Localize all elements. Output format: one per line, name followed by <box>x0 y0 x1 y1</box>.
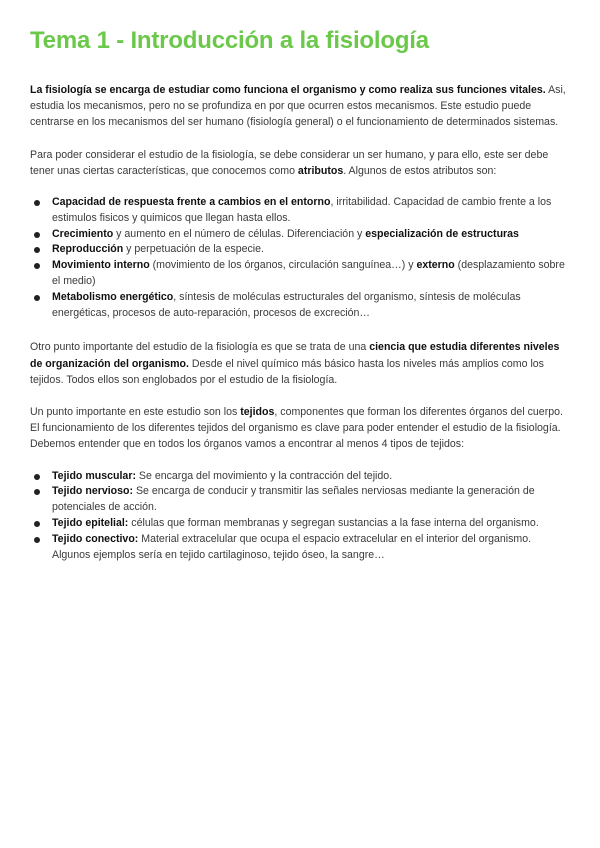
bullet-icon <box>34 232 40 238</box>
list-item-term: Capacidad de respuesta frente a cambios en el entorno <box>52 196 331 209</box>
list-item-term: Movimiento interno <box>52 259 150 272</box>
list-item-text: , síntesis de moléculas estructurales del organismo, síntesis de moléculas energéticas, procesos de auto-reparación, procesos de excreción… <box>52 290 521 319</box>
list-item-term: Reproducción <box>52 243 124 256</box>
list-item-text: , irritabilidad. Capacidad de cambio frente a los estimulos fisicos y quimicos que llegan hasta ellos. <box>52 196 552 224</box>
list-item <box>30 242 570 258</box>
intro-definition: La fisiología se encarga de estudiar como funciona el organismo y como realiza sus funciones vitales. <box>30 84 546 96</box>
attributes-text-1: Para poder considerar el estudio de la fisiología, se debe considerar un ser humano, y para ello, este ser debe tener unas ciertas características, que conocemos como <box>30 148 549 177</box>
list-item <box>30 532 570 564</box>
list-item <box>30 227 570 243</box>
list-item <box>30 469 570 485</box>
list-item-text: Se encarga de conducir y transmitir las señales nerviosas mediante la generación de potenciales de acción. <box>52 485 535 514</box>
list-item-term-2: externo <box>416 259 455 272</box>
tissues-keyword: tejidos <box>240 406 275 418</box>
bullet-icon <box>34 521 40 527</box>
attributes-keyword: atributos <box>297 164 344 177</box>
tissues-text-2: , componentes que forman los diferentes órganos del cuerpo. El funcionamiento de los diferentes tejidos del organismo es clave para poder entender el estudio de la fisiología. Debemos entender que en todos los órganos vamos a encontrar al menos 4 tipos de tejidos: <box>30 406 563 451</box>
organization-paragraph <box>30 339 570 388</box>
list-item-term-2: especialización de estructuras <box>365 227 519 240</box>
attributes-list <box>30 195 570 321</box>
bullet-icon <box>34 200 40 206</box>
list-item-term: Crecimiento <box>52 227 114 240</box>
list-item <box>30 516 570 532</box>
list-item-term: Tejido conectivo: <box>52 532 139 545</box>
list-item <box>30 484 570 516</box>
tissues-paragraph <box>30 404 570 453</box>
list-item-text: y perpetuación de la especie. <box>123 243 264 256</box>
organization-keyword: ciencia que estudia diferentes niveles de organización del organismo. <box>30 341 560 370</box>
list-item-text: células que forman membranas y segregan sustancias a la fase interna del organismo. <box>128 517 539 529</box>
tissues-text-1: Un punto importante en este estudio son los <box>30 406 241 418</box>
list-item-term: Tejido nervioso: <box>52 485 134 498</box>
list-item <box>30 195 570 227</box>
intro-paragraph <box>30 82 570 131</box>
bullet-icon <box>34 537 40 543</box>
intro-text: Asi, estudia los mecanismos, pero no se profundiza en por que ocurren estos mecanismos. Este estudio puede centrarse en los mecanismos del ser humano (fisiología general) o el funcionamiento de determinados sistemas. <box>30 84 566 129</box>
bullet-icon <box>34 295 40 301</box>
page-title: Tema 1 - Introducción a la fisiología <box>30 27 429 54</box>
list-item <box>30 290 570 322</box>
list-item <box>30 258 570 290</box>
list-item-text: Se encarga del movimiento y la contracción del tejido. <box>135 469 393 482</box>
organization-text-2: Desde el nivel químico más básico hasta los niveles más amplios como los tejidos. Todos ellos son englobados por el estudio de la fisiología. <box>30 357 544 386</box>
list-item-term: Tejido muscular: <box>52 469 136 482</box>
list-item-text: (movimiento de los órganos, circulación sanguínea…) y <box>149 259 417 272</box>
attributes-paragraph <box>30 147 570 179</box>
list-item-text-2: (desplazamiento sobre el medio) <box>52 259 565 287</box>
list-item-term: Tejido epitelial: <box>52 517 129 529</box>
bullet-icon <box>34 247 40 253</box>
list-item-text: y aumento en el número de células. Diferenciación y <box>113 227 366 240</box>
attributes-text-2: . Algunos de estos atributos son: <box>343 164 497 177</box>
bullet-icon <box>34 474 40 480</box>
list-item-text: Material extracelular que ocupa el espacio extracelular en el interior del organismo. Algunos ejemplos sería en tejido cartilaginoso, tejido óseo, la sangre… <box>52 532 532 561</box>
tissues-list <box>30 469 570 564</box>
organization-text-1: Otro punto importante del estudio de la fisiología es que se trata de una <box>30 341 370 354</box>
bullet-icon <box>34 489 40 495</box>
list-item-term: Metabolismo energético <box>52 290 174 303</box>
bullet-icon <box>34 263 40 269</box>
